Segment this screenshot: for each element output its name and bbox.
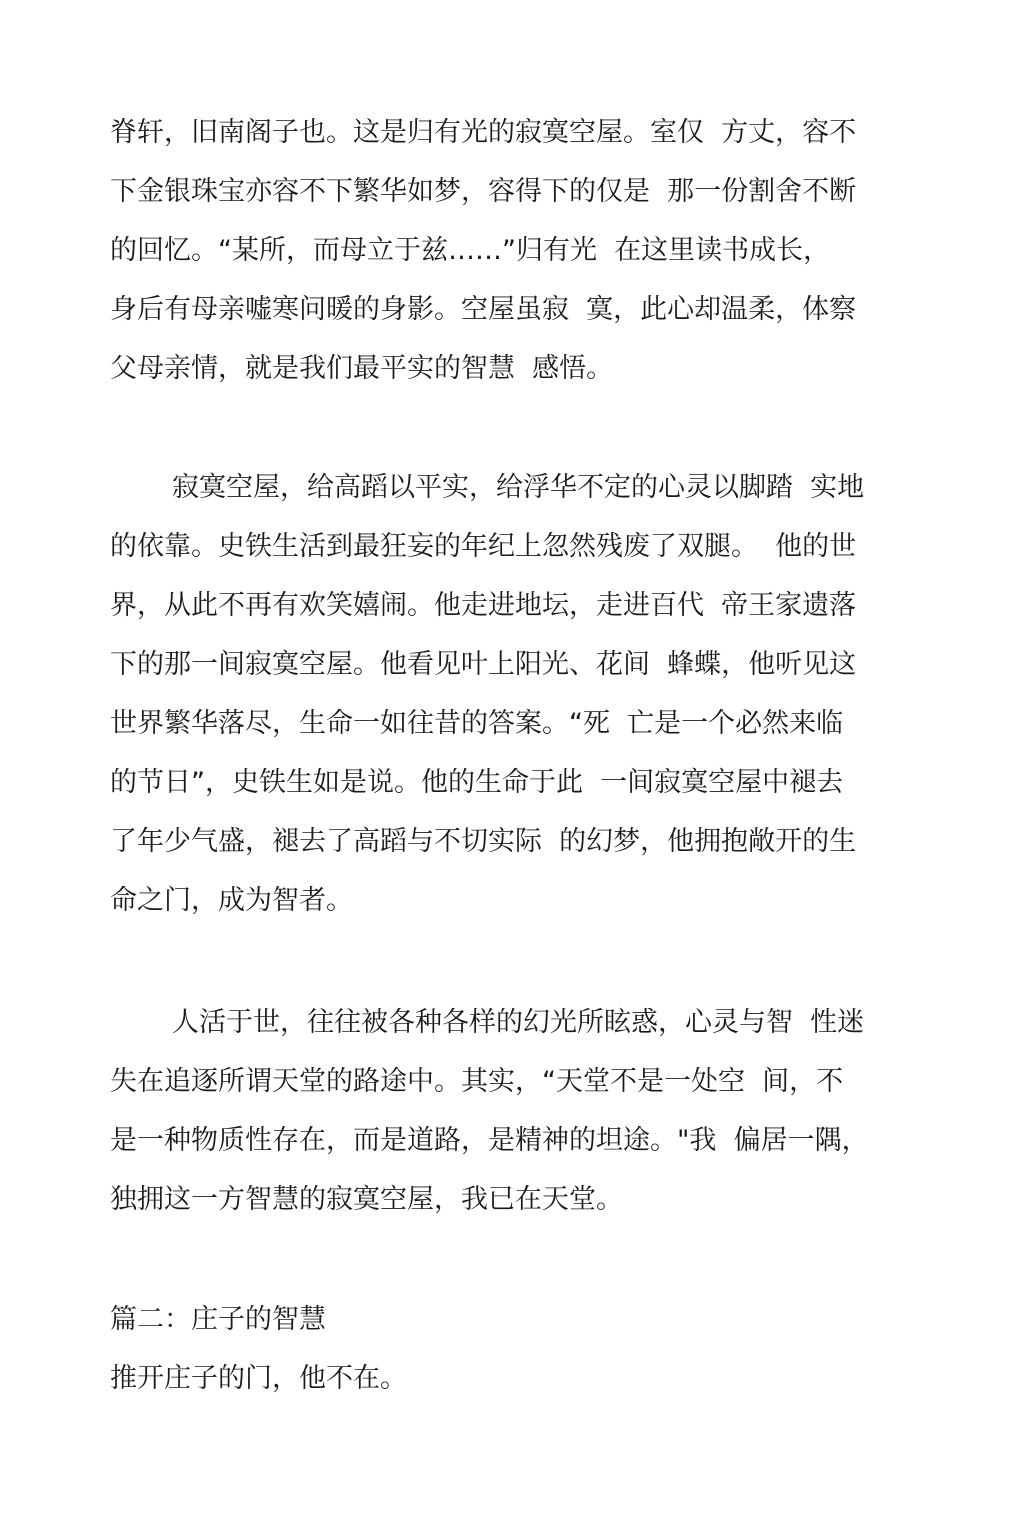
- p1-line-3: 的回忆。“某所，而母立于兹……”归有光 在这里读书成长，: [110, 235, 831, 266]
- p1-line-2: 下金银珠宝亦容不下繁华如梦，容得下的仅是 那一份割舍不断: [110, 176, 857, 207]
- p3-line-3: 是一种物质性存在，而是道路，是精神的坦途。"我 偏居一隅，: [110, 1125, 869, 1156]
- p2-line-8: 命之门，成为智者。: [110, 885, 353, 916]
- p1-line-5: 父母亲情，就是我们最平实的智慧 感悟。: [110, 353, 614, 384]
- p1-line-4: 身后有母亲嘘寒问暖的身影。空屋虽寂 寞，此心却温柔，体察: [110, 294, 857, 325]
- p2-line-4: 下的那一间寂寞空屋。他看见叶上阳光、花间 蜂蝶，他听见这: [110, 649, 857, 680]
- p2-line-2: 的依靠。史铁生活到最狂妄的年纪上忽然残废了双腿。 他的世: [110, 531, 857, 562]
- p2-line-6: 的节日”，史铁生如是说。他的生命于此 一间寂寞空屋中褪去: [110, 767, 844, 798]
- p2-line-3: 界，从此不再有欢笑嬉闹。他走进地坛，走进百代 帝王家遗落: [110, 590, 857, 621]
- p2-line-1: 寂寞空屋，给高蹈以平实，给浮华不定的心灵以脚踏 实地: [172, 472, 865, 503]
- p3-line-2: 失在追逐所谓天堂的路途中。其实，“天堂不是一处空 间，不: [110, 1066, 844, 1097]
- p3-line-4: 独拥这一方智慧的寂寞空屋，我已在天堂。: [110, 1184, 623, 1215]
- p2-line-5: 世界繁华落尽，生命一如往昔的答案。“死 亡是一个必然来临: [110, 708, 844, 739]
- p1-line-1: 脊轩，旧南阁子也。这是归有光的寂寞空屋。室仅 方丈，容不: [110, 117, 857, 148]
- closing-line: 推开庄子的门，他不在。: [110, 1363, 407, 1394]
- p3-line-1: 人活于世，往往被各种各样的幻光所眩惑，心灵与智 性迷: [172, 1007, 865, 1038]
- section-heading: 篇二：庄子的智慧: [110, 1304, 326, 1335]
- p2-line-7: 了年少气盛，褪去了高蹈与不切实际 的幻梦，他拥抱敞开的生: [110, 826, 857, 857]
